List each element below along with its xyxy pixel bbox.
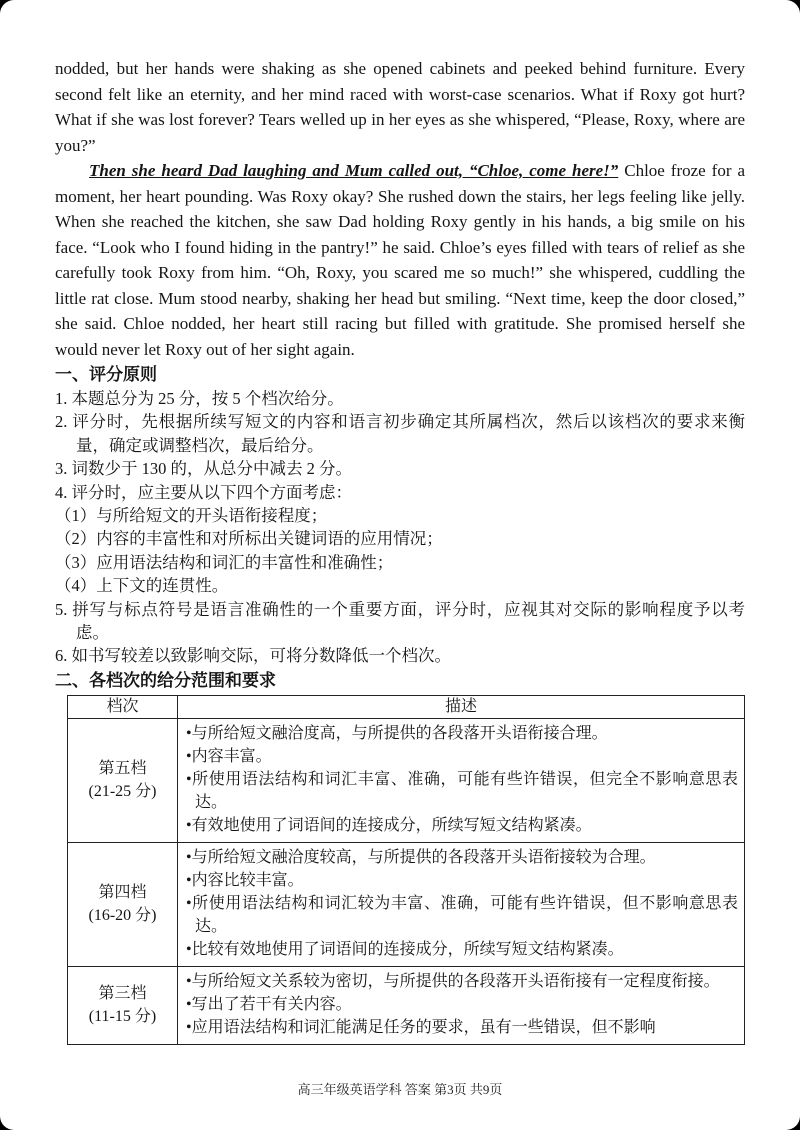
- table-row-band-5: [68, 718, 745, 842]
- description-cell-band-5: [178, 718, 745, 842]
- description-cell-band-3: [178, 966, 745, 1044]
- description-cell-band-4: [178, 842, 745, 966]
- story-paragraph-2-body: Chloe froze for a moment, her heart pounding. Was Roxy okay? She rushed down the stairs, her legs feeling like jelly. When she reached the kitchen, she saw Dad holding Roxy gently in his hands, a big smile on his face. “Look who I found hiding in the pantry!” he said. Chloe’s eyes filled with tears of relief as she carefully took Roxy from him. “Oh, Roxy, you scared me so much!” she whispered, cuddling the little rat close. Mum stood nearby, shaking her head but smiling. “Next time, keep the door closed,” she said. Chloe nodded, her heart still racing but filled with gratitude. She promised herself she would never let Roxy out of her sight again.: [55, 161, 745, 359]
- band-5-bullet-3: •所使用语法结构和词汇丰富、准确，可能有些许错误，但完全不影响意思表达。: [186, 770, 738, 811]
- band-3-bullet-1: •与所给短文关系较为密切，与所提供的各段落开头语衔接有一定程度衔接。: [186, 972, 720, 990]
- band-3-bullet-3: •应用语法结构和词汇能满足任务的要求，虽有一些错误，但不影响: [186, 1018, 656, 1036]
- table-row-band-4: [68, 842, 745, 966]
- scoring-item-3: 3. 词数少于 130 的，从总分中减去 2 分。: [55, 459, 352, 479]
- table-header-row: [68, 695, 745, 718]
- section-heading-band-requirements: 二、各档次的给分范围和要求: [55, 670, 276, 690]
- band-3-bullet-2: •写出了若干有关内容。: [186, 995, 352, 1013]
- level-cell-band-3: [68, 966, 178, 1044]
- section-heading-scoring-principles: 一、评分原则: [55, 365, 157, 384]
- band-4-bullet-2: •内容比较丰富。: [186, 871, 304, 889]
- band-5-bullet-2: •内容丰富。: [186, 747, 272, 765]
- band-4-bullet-1: •与所给短文融洽度较高，与所提供的各段落开头语衔接较为合理。: [186, 848, 656, 866]
- level-cell-band-5: [68, 718, 178, 842]
- table-header-level: 档次: [68, 695, 178, 718]
- band-5-bullet-4: •有效地使用了词语间的连接成分，所续写短文结构紧凑。: [186, 816, 592, 834]
- level-name: 第五档: [98, 760, 147, 778]
- level-name: 第四档: [98, 884, 147, 902]
- story-paragraph-2: [55, 158, 745, 362]
- scoring-subitem-4: （4）上下文的连贯性。: [55, 576, 229, 596]
- page-footer: 高三年级英语学科 答案 第3页 共9页: [297, 1082, 503, 1097]
- scoring-item-4: 4. 评分时，应主要从以下四个方面考虑：: [55, 482, 352, 502]
- story-paragraph-1: nodded, but her hands were shaking as she opened cabinets and peeked behind furniture. Every second felt like an eternity, and her mind raced with worst-case scenarios. What if Roxy got hurt? What if she was lost forever? Tears welled up in her eyes as she whispered, “Please, Roxy, where are you?”: [55, 59, 745, 155]
- scoring-item-2: 2. 评分时，先根据所续写短文的内容和语言初步确定其所属档次，然后以该档次的要求来衡量，确定或调整档次，最后给分。: [55, 412, 745, 455]
- scoring-subitem-3: （3）应用语法结构和词汇的丰富性和准确性；: [55, 552, 394, 572]
- level-range: (21-25 分): [88, 783, 157, 801]
- scoring-subitem-1: （1）与所给短文的开头语衔接程度；: [55, 506, 328, 526]
- table-row-band-3: [68, 966, 745, 1044]
- scoring-item-5: 5. 拼写与标点符号是语言准确性的一个重要方面，评分时，应视其对交际的影响程度予以考虑。: [55, 599, 745, 643]
- band-4-bullet-3: •所使用语法结构和词汇较为丰富、准确，可能有些许错误，但不影响意思表达。: [186, 894, 738, 935]
- level-name: 第三档: [98, 985, 147, 1003]
- level-range: (11-15 分): [88, 1008, 157, 1026]
- scoring-principles-list: [55, 387, 745, 668]
- band-5-bullet-1: •与所给短文融洽度高，与所提供的各段落开头语衔接合理。: [186, 724, 608, 742]
- scoring-item-1: 1. 本题总分为 25 分，按 5 个档次给分。: [55, 389, 344, 408]
- band-score-table: [67, 695, 745, 1045]
- table-header-description: 描述: [178, 695, 745, 718]
- band-4-bullet-4: •比较有效地使用了词语间的连接成分，所续写短文结构紧凑。: [186, 940, 624, 958]
- scoring-subitem-2: （2）内容的丰富性和对所标出关键词语的应用情况；: [55, 529, 443, 549]
- level-cell-band-4: [68, 842, 178, 966]
- story-paragraph-2-underlined-lead: Then she heard Dad laughing and Mum called out, “Chloe, come here!”: [89, 161, 619, 180]
- scoring-item-6: 6. 如书写较差以致影响交际，可将分数降低一个档次。: [55, 646, 451, 666]
- level-range: (16-20 分): [88, 907, 157, 925]
